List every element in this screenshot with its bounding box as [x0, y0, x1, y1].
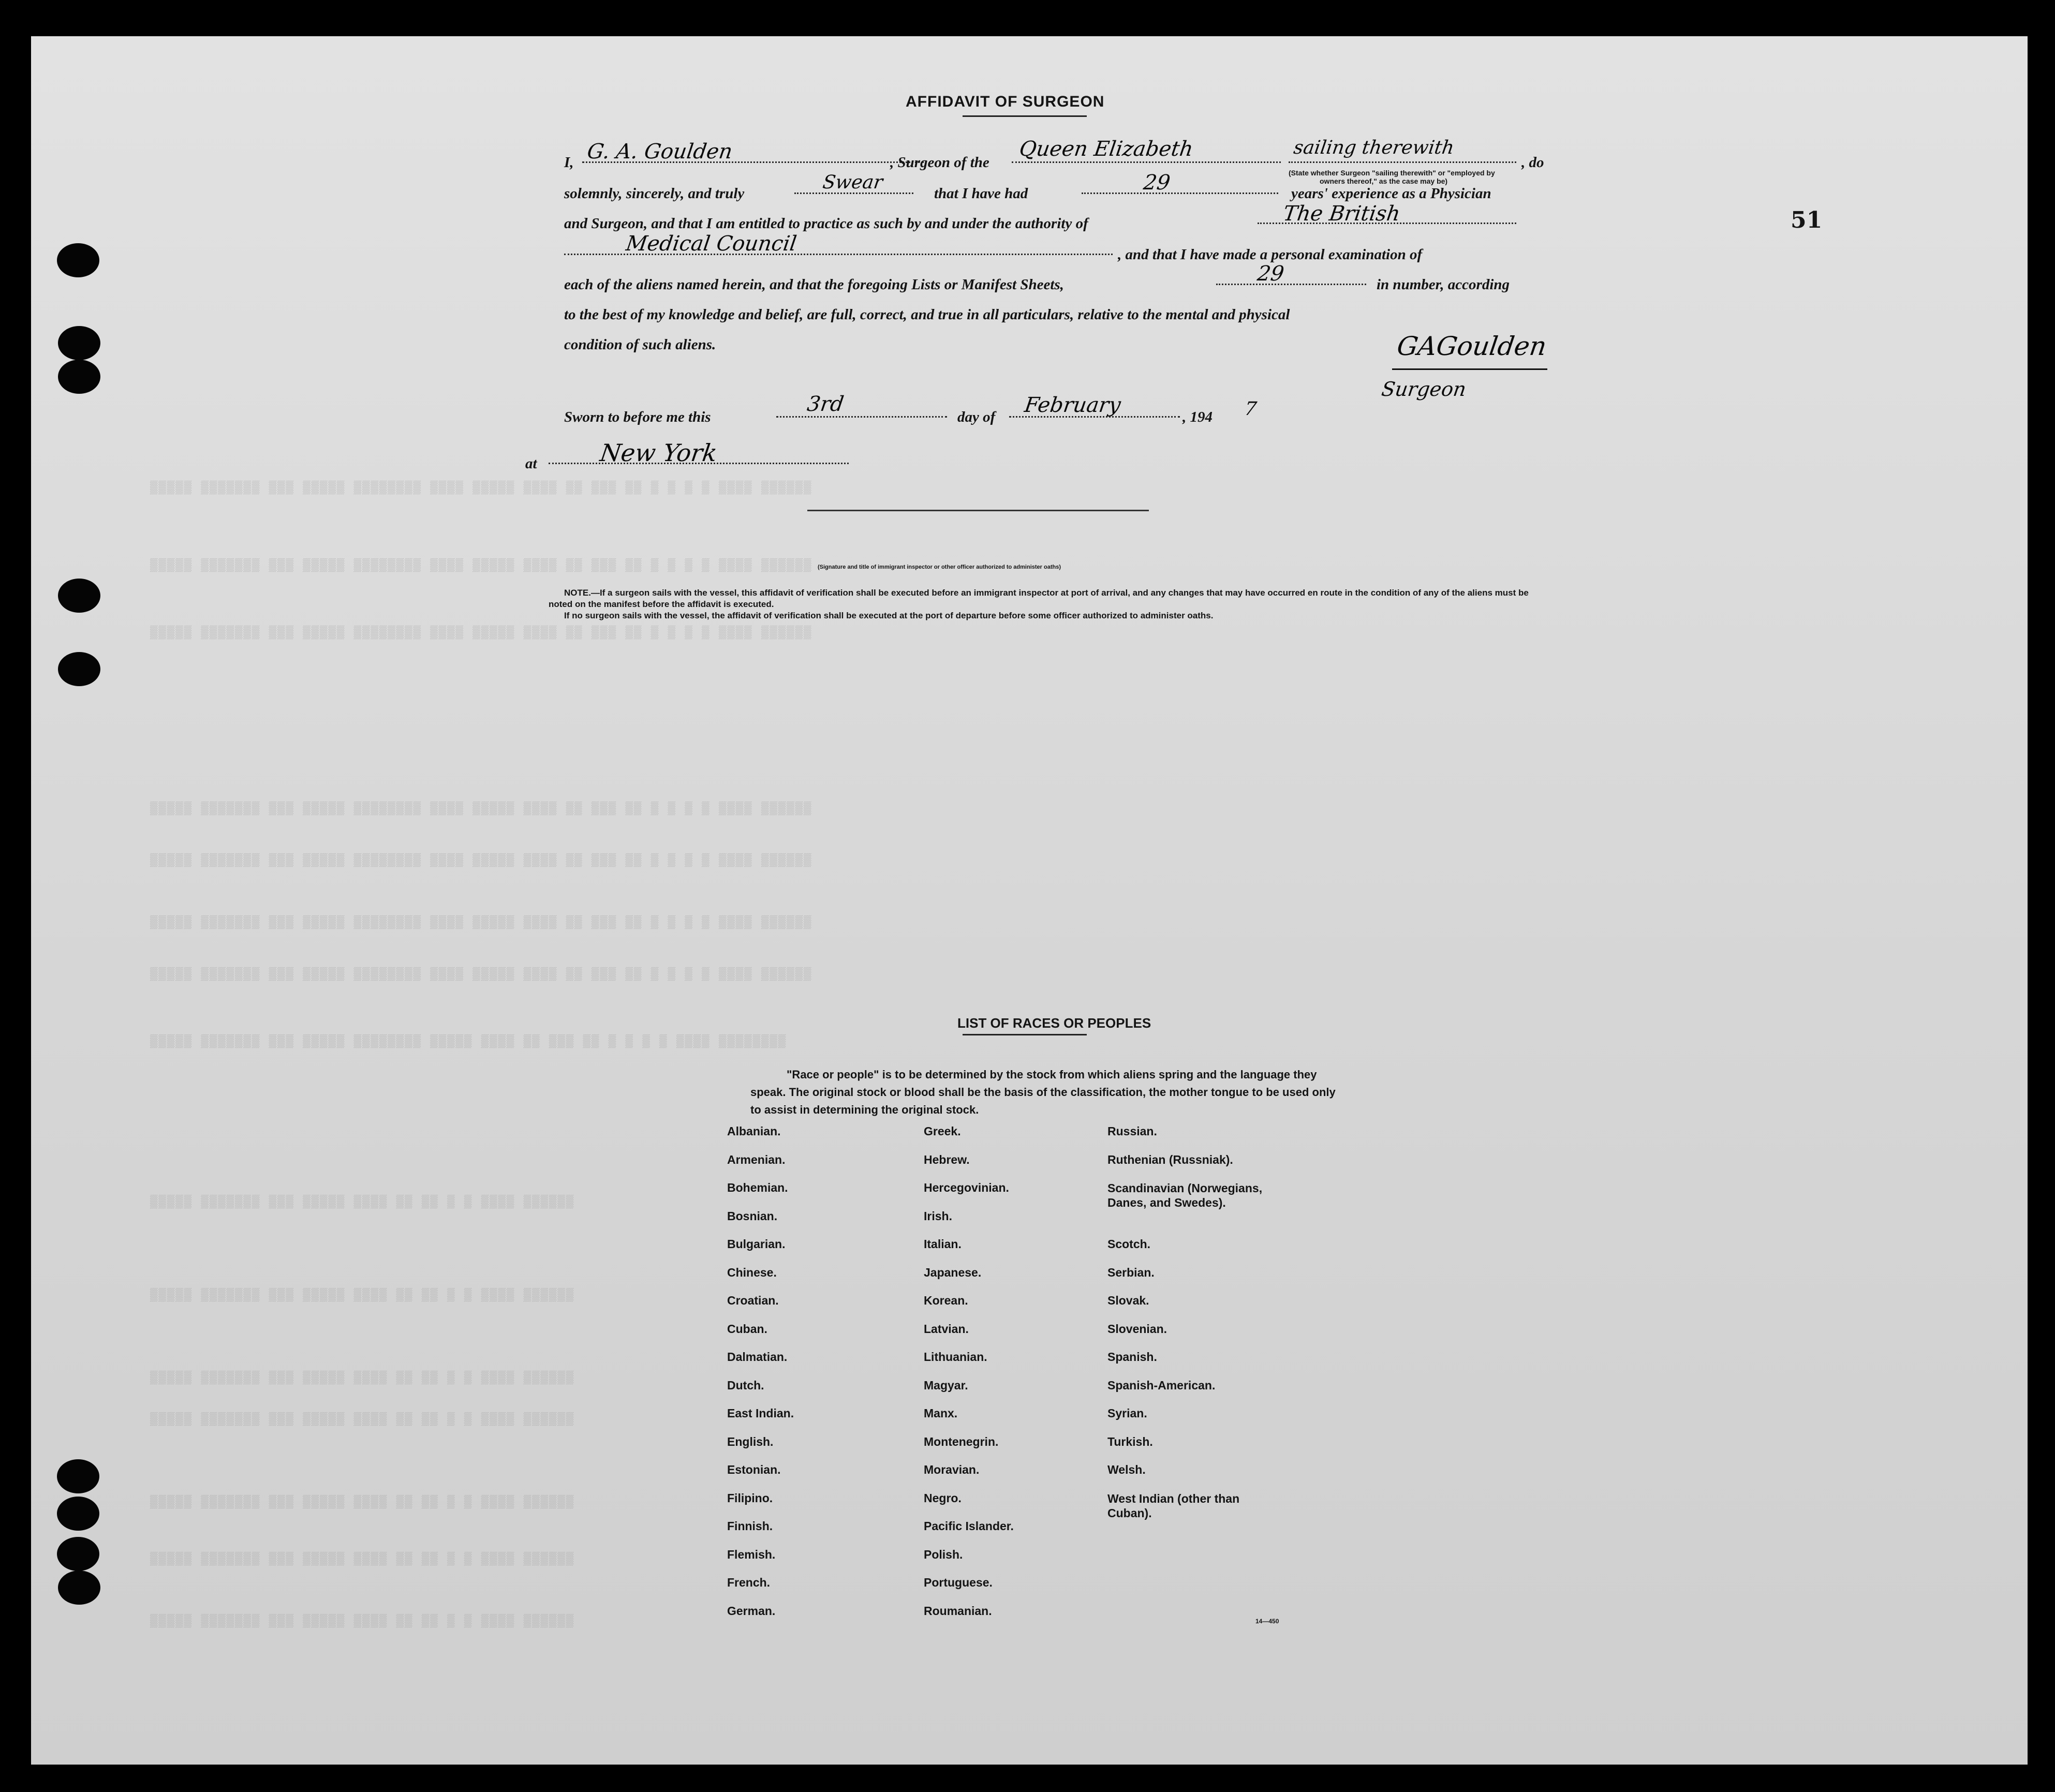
ship-name: Queen Elizabeth [1017, 137, 1195, 161]
race-item: Albanian. [727, 1124, 781, 1138]
race-item: Roumanian. [924, 1604, 992, 1618]
race-item: Portuguese. [924, 1576, 993, 1589]
races-column-1 [727, 1124, 794, 1632]
manifest-page: ▒▒▒▒▒ ▒▒▒▒▒▒▒ ▒▒▒ ▒▒▒▒▒ ▒▒▒▒▒▒▒▒ ▒▒▒▒ ▒▒▒▒▒ ▒▒▒▒ ▒▒ ▒▒▒ ▒▒ ▒ ▒ ▒ ▒ ▒▒▒▒ ▒▒▒▒▒▒ ▒▒▒▒▒ ▒▒▒▒▒▒▒ ▒▒▒ ▒▒▒▒▒ ▒▒▒▒▒▒▒▒ ▒▒▒▒ ▒▒▒▒▒ ▒▒▒▒ ▒▒ ▒▒▒ ▒▒ ▒ ▒ ▒ ▒ ▒▒▒▒ ▒▒▒▒▒▒ ▒▒▒▒▒ ▒▒▒▒▒▒▒ ▒▒▒ ▒▒▒▒▒ ▒▒▒▒▒▒▒▒ ▒▒▒▒ ▒▒▒▒▒ ▒▒▒▒ ▒▒ ▒▒▒ ▒▒ ▒ ▒ ▒ ▒ ▒▒▒▒ ▒▒▒▒▒▒ ▒▒▒▒▒ ▒▒▒▒▒▒▒ ▒▒▒ ▒▒▒▒▒ ▒▒▒▒▒▒▒▒ ▒▒▒▒ ▒▒▒▒▒ ▒▒▒▒ ▒▒ ▒▒▒ ▒▒ ▒ ▒ ▒ ▒ ▒▒▒▒ ▒▒▒▒▒▒ ▒▒▒▒▒ ▒▒▒▒▒▒▒ ▒▒▒ ▒▒▒▒▒ ▒▒▒▒▒▒▒▒ ▒▒▒▒ ▒▒▒▒▒ ▒▒▒▒ ▒▒ ▒▒▒ ▒▒ ▒ ▒ ▒ ▒ ▒▒▒▒ ▒▒▒▒▒▒ ▒▒▒▒▒ ▒▒▒▒▒▒▒ ▒▒▒ ▒▒▒▒▒ ▒▒▒▒▒▒▒▒ ▒▒▒▒ ▒▒▒▒▒ ▒▒▒▒ ▒▒ ▒▒▒ ▒▒ ▒ ▒ ▒ ▒ ▒▒▒▒ ▒▒▒▒▒▒ ▒▒▒▒▒ ▒▒▒▒▒▒▒ ▒▒▒ ▒▒▒▒▒ ▒▒▒▒▒▒▒▒ ▒▒▒▒ ▒▒▒▒▒ ▒▒▒▒ ▒▒ ▒▒▒ ▒▒ ▒ ▒ ▒ ▒ ▒▒▒▒ ▒▒▒▒▒▒ ▒▒▒▒▒ ▒▒▒▒▒▒▒ ▒▒▒ ▒▒▒▒▒ ▒▒▒▒▒▒▒▒ ▒▒▒▒▒ ▒▒▒▒ ▒▒ ▒▒▒ ▒▒ ▒ ▒ ▒ ▒ ▒▒▒▒ ▒▒▒▒▒▒▒▒ ▒▒▒▒▒ ▒▒▒▒▒▒▒ ▒▒▒ ▒▒▒▒▒ ▒▒▒▒ ▒▒ ▒▒ ▒ ▒ ▒▒▒▒ ▒▒▒▒▒▒ ▒▒▒▒▒ ▒▒▒▒▒▒▒ ▒▒▒ ▒▒▒▒▒ ▒▒▒▒ ▒▒ ▒▒ ▒ ▒ ▒▒▒▒ ▒▒▒▒▒▒ ▒▒▒▒▒ ▒▒▒▒▒▒▒ ▒▒▒ ▒▒▒▒▒ ▒▒▒▒ ▒▒ ▒▒ ▒ ▒ ▒▒▒▒ ▒▒▒▒▒▒ ▒▒▒▒▒ ▒▒▒▒▒▒▒ ▒▒▒ ▒▒▒▒▒ ▒▒▒▒ ▒▒ ▒▒ ▒ ▒ ▒▒▒▒ ▒▒▒▒▒▒ ▒▒▒▒▒ ▒▒▒▒▒▒▒ ▒▒▒ ▒▒▒▒▒ ▒▒▒▒ ▒▒ ▒▒ ▒ ▒ ▒▒▒▒ ▒▒▒▒▒▒ ▒▒▒▒▒ ▒▒▒▒▒▒▒ ▒▒▒ ▒▒▒▒▒ ▒▒▒▒ ▒▒ ▒▒ ▒ ▒ ▒▒▒▒ ▒▒▒▒▒▒ ▒▒▒▒▒ ▒▒▒▒▒▒▒ ▒▒▒ ▒▒▒▒▒ ▒▒▒▒ ▒▒ ▒▒ ▒ ▒ ▒▒▒▒ ▒▒▒▒▒▒ 51 AFFIDAVIT OF SURGEON I, G. A. Goulden , Surgeon of the Queen Elizabeth sailing therewith , do (State whether Surgeon "sailing therewith" or "employed by owners thereof," as the case may be) solemnly, sincerely, and truly Swear that I have had 29 years' experience as a Physician and Surgeon, and that I am entitled to practice as such by and under the authority of The British Medical Council , and that I have made a personal examination of each of the aliens named herein, and that the foregoing Lists or Manifest Sheets, 29 in number, according to the best of my knowledge and belief, are full, correct, and true in all particulars, relative to the mental and physical condition of such aliens. GAGoulden Surgeon Sworn to before me this 3rd day of February , 194 7 at New York (Signature and title of immigrant inspector or other officer authorized to administer oaths) NOTE.—If a surgeon sails with the vessel, this affidavit of verification shall be executed before an immigrant inspector at port of arrival, and any changes that may have occurred en route in the condition of any of the aliens must be noted on the manifest before the affidavit is executed. If no surgeon sails with the vessel, the affidavit of verification shall be executed at the port of departure before some officer authorized to administer oaths. LIST OF RACES OR PEOPLES "Race or people" is to be determined by the stock from which aliens spring and the language they speak. The original stock or blood shall be the basis of the classification, the mother tongue to be used only to assist in determining the original stock. Albanian. Armenian. Bohemian. Bosnian. Bulgarian. Chinese. Croatian. Cuban. Dalmatian. Dutch. East Indian. English. Estonian. Filipino. Finnish. Flemish. French. German. Greek. Hebrew. Hercegovinian. Irish. Italian. Japanese. Korean. Latvian. Lithuanian. Magyar. Manx. Montenegrin. Moravian. Negro. Pacific Islander. Polish. Portuguese. Roumanian. Russian. Ruthenian (Russniak). Scandinavian (Norwegians, Danes, and Swedes). Scotch. Serbian. Slovak. Slovenian. Spanish. Spanish-American. Syrian. Turkish. Welsh. West Indian (other than Cuban). 14—450 [31, 36, 2028, 1765]
affidavit-text: in number, according [1377, 276, 1510, 293]
blank-line [1082, 191, 1278, 194]
race-item: Filipino. [727, 1491, 773, 1505]
race-item: Hebrew. [924, 1152, 970, 1166]
affidavit-text: solemnly, sincerely, and truly [564, 185, 745, 202]
punch-hole [57, 243, 99, 277]
signature-line [1392, 367, 1547, 370]
race-item: Spanish. [1107, 1350, 1157, 1364]
affidavit-text: , Surgeon of the [890, 154, 989, 171]
race-item: Scandinavian (Norwegians, Danes, and Swedes). [1107, 1181, 1263, 1209]
affidavit-text: years' experience as a Physician [1291, 185, 1491, 202]
blank-line [1289, 160, 1516, 163]
licensing-authority: The British [1281, 202, 1402, 226]
verification-note: NOTE.—If a surgeon sails with the vessel, this affidavit of verification shall be executed before an immigrant inspector at port of arrival, and any changes that may have occurred en route in the condition of any of the aliens must be noted on the manifest before the affidavit is executed. [549, 588, 1529, 609]
race-item: Russian. [1107, 1124, 1157, 1138]
race-item: Montenegrin. [924, 1434, 999, 1448]
race-item: East Indian. [727, 1406, 794, 1420]
race-item: Welsh. [1107, 1463, 1146, 1476]
race-item: Dutch. [727, 1378, 764, 1392]
race-item: Magyar. [924, 1378, 968, 1392]
affidavit-text: I, [564, 154, 574, 171]
punch-hole [58, 360, 100, 394]
punch-hole [57, 1537, 99, 1571]
race-item: Negro. [924, 1491, 962, 1505]
affidavit-text: that I have had [934, 185, 1028, 202]
race-item: Croatian. [727, 1294, 779, 1307]
title-underline [963, 115, 1087, 117]
sailing-note: owners thereof," as the case may be) [1320, 177, 1448, 185]
sworn-day: 3rd [805, 392, 846, 416]
punch-hole [58, 1571, 100, 1605]
race-item: Estonian. [727, 1463, 781, 1476]
race-item: Moravian. [924, 1463, 980, 1476]
blank-line [1216, 283, 1366, 285]
surgeon-name: G. A. Goulden [585, 140, 734, 164]
form-number: 14—450 [1255, 1618, 1279, 1625]
inspector-signature-line [807, 510, 1149, 511]
affidavit-text: Sworn to before me this [564, 409, 711, 425]
race-item: Korean. [924, 1294, 968, 1307]
manifest-sheet-count: 29 [1255, 262, 1286, 286]
race-item: Bulgarian. [727, 1237, 786, 1251]
sailing-note: (State whether Surgeon "sailing therewith" or "employed by [1289, 169, 1495, 177]
licensing-authority: Medical Council [624, 232, 799, 256]
race-item: Flemish. [727, 1547, 776, 1561]
race-item: Latvian. [924, 1322, 969, 1336]
signature-title: Surgeon [1380, 378, 1468, 401]
race-item: Finnish. [727, 1519, 773, 1533]
oath-type: Swear [821, 172, 884, 193]
race-item: Spanish-American. [1107, 1378, 1216, 1392]
races-column-3 [1107, 1124, 1304, 1522]
races-title: LIST OF RACES OR PEOPLES [957, 1015, 1151, 1031]
inspector-signature-caption: (Signature and title of immigrant inspector or other officer authorized to administer oaths) [818, 564, 1061, 570]
race-item: Greek. [924, 1124, 961, 1138]
affidavit-text: and Surgeon, and that I am entitled to practice as such by and under the authority of [564, 215, 1088, 232]
race-item: English. [727, 1434, 774, 1448]
race-item: Bosnian. [727, 1209, 778, 1223]
affidavit-text: , and that I have made a personal examination of [1118, 246, 1423, 263]
years-experience: 29 [1142, 171, 1172, 195]
verification-note-2: If no surgeon sails with the vessel, the affidavit of verification shall be executed at the port of departure before some officer authorized to administer oaths. [564, 611, 1214, 620]
affidavit-text: , do [1521, 154, 1544, 171]
race-item: Armenian. [727, 1152, 786, 1166]
race-item: Syrian. [1107, 1406, 1147, 1420]
affidavit-text: to the best of my knowledge and belief, are full, correct, and true in all particulars, relative to the mental and physical [564, 306, 1290, 323]
race-item: Chinese. [727, 1265, 777, 1279]
race-item: Serbian. [1107, 1265, 1155, 1279]
race-item: Dalmatian. [727, 1350, 788, 1364]
sworn-month: February [1023, 393, 1122, 417]
race-item: Pacific Islander. [924, 1519, 1014, 1533]
page-number: 51 [1791, 207, 1823, 233]
race-item: Italian. [924, 1237, 962, 1251]
race-item: Turkish. [1107, 1434, 1153, 1448]
race-item: Scotch. [1107, 1237, 1151, 1251]
punch-hole [57, 1459, 99, 1493]
races-column-2 [924, 1124, 1014, 1632]
surgeon-signature: GAGoulden [1395, 331, 1549, 361]
affidavit-text: each of the aliens named herein, and that the foregoing Lists or Manifest Sheets, [564, 276, 1064, 293]
sworn-year-digit: 7 [1243, 398, 1258, 420]
affidavit-text: , 194 [1182, 409, 1213, 425]
race-item: West Indian (other than Cuban). [1107, 1491, 1240, 1520]
race-item: Bohemian. [727, 1181, 788, 1194]
race-item: Lithuanian. [924, 1350, 987, 1364]
races-title-underline [963, 1034, 1087, 1035]
punch-hole [57, 1497, 99, 1531]
race-item: Japanese. [924, 1265, 982, 1279]
race-item: Slovak. [1107, 1294, 1149, 1307]
sworn-place: New York [598, 439, 719, 467]
race-item: Manx. [924, 1406, 958, 1420]
race-item: Irish. [924, 1209, 952, 1223]
sailing-status: sailing therewith [1292, 137, 1456, 158]
punch-hole [58, 652, 100, 686]
race-item: French. [727, 1576, 771, 1589]
race-item: Ruthenian (Russniak). [1107, 1152, 1233, 1166]
affidavit-title: AFFIDAVIT OF SURGEON [906, 93, 1105, 110]
blank-line [776, 415, 947, 418]
affidavit-text: at [525, 455, 537, 472]
affidavit-text: condition of such aliens. [564, 336, 716, 353]
race-item: Cuban. [727, 1322, 767, 1336]
punch-hole [58, 579, 100, 613]
affidavit-text: day of [957, 409, 996, 425]
punch-hole [58, 326, 100, 360]
races-intro: "Race or people" is to be determined by the stock from which aliens spring and the language they speak. The original stock or blood shall be the basis of the classification, the mother tongue to be used only to assist in determining the original stock. [750, 1068, 1336, 1116]
race-item: German. [727, 1604, 776, 1618]
race-item: Hercegovinian. [924, 1181, 1009, 1194]
race-item: Polish. [924, 1547, 963, 1561]
race-item: Slovenian. [1107, 1322, 1167, 1336]
